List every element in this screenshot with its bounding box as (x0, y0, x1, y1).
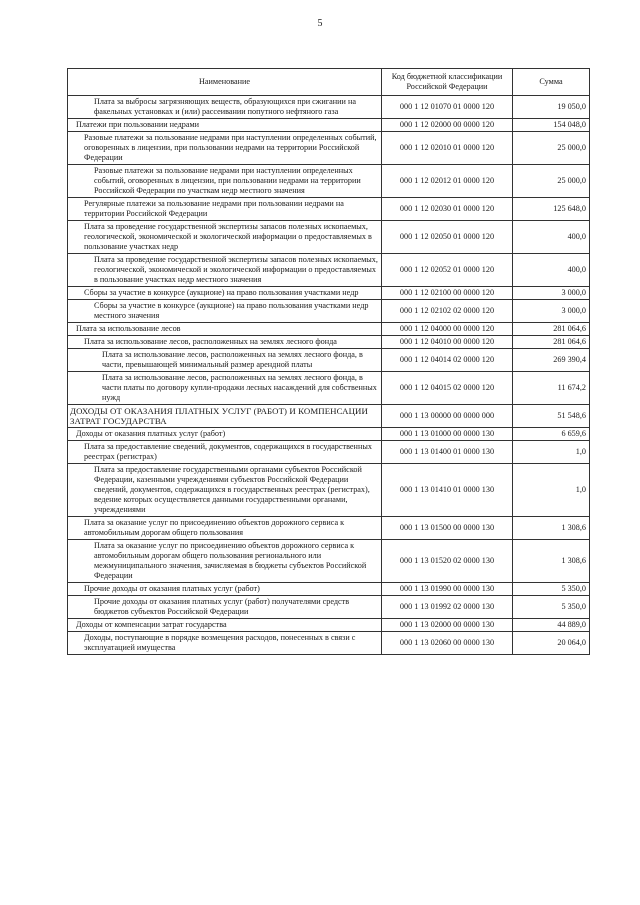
table-row (68, 405, 590, 428)
row-sum: 125 648,0 (513, 198, 590, 221)
budget-table (67, 68, 590, 655)
row-name: Прочие доходы от оказания платных услуг (работ) получателями средств бюджетов субъектов Российской Федерации (68, 596, 382, 619)
table-row (68, 464, 590, 517)
row-code: 000 1 13 02000 00 0000 130 (382, 619, 513, 632)
row-code: 000 1 12 02052 01 0000 120 (382, 254, 513, 287)
row-sum: 400,0 (513, 221, 590, 254)
row-code: 000 1 13 00000 00 0000 000 (382, 405, 513, 428)
row-name: Регулярные платежи за пользование недрами при пользовании недрами на территории Российской Федерации (68, 198, 382, 221)
row-sum: 1,0 (513, 441, 590, 464)
row-sum: 5 350,0 (513, 596, 590, 619)
row-sum: 400,0 (513, 254, 590, 287)
row-name: Разовые платежи за пользование недрами при наступлении определенных событий, оговоренных в лицензии, при пользовании недрами на территории Российской Федерации (68, 132, 382, 165)
row-code: 000 1 13 01520 02 0000 130 (382, 540, 513, 583)
table-row (68, 119, 590, 132)
row-name: Доходы от оказания платных услуг (работ) (68, 428, 382, 441)
row-code: 000 1 12 02010 01 0000 120 (382, 132, 513, 165)
table-row (68, 198, 590, 221)
table-row (68, 323, 590, 336)
row-sum: 5 350,0 (513, 583, 590, 596)
row-sum: 3 000,0 (513, 287, 590, 300)
row-name: Плата за использование лесов, расположенных на землях лесного фонда, в части платы по договору купли-продажи лесных насаждений для собственных нужд (68, 372, 382, 405)
row-code: 000 1 13 01400 01 0000 130 (382, 441, 513, 464)
table-row (68, 300, 590, 323)
row-code: 000 1 13 01500 00 0000 130 (382, 517, 513, 540)
row-sum: 281 064,6 (513, 336, 590, 349)
header-code: Код бюджетной классификации Российской Федерации (382, 69, 513, 96)
row-code: 000 1 12 01070 01 0000 120 (382, 96, 513, 119)
row-sum: 3 000,0 (513, 300, 590, 323)
row-code: 000 1 13 01992 02 0000 130 (382, 596, 513, 619)
table-row (68, 517, 590, 540)
table-row (68, 619, 590, 632)
row-name: Доходы, поступающие в порядке возмещения расходов, понесенных в связи с эксплуатацией имущества (68, 632, 382, 655)
table-row (68, 428, 590, 441)
page-number: 5 (317, 18, 323, 29)
table-row (68, 336, 590, 349)
row-sum: 1,0 (513, 464, 590, 517)
row-name: Плата за предоставление сведений, документов, содержащихся в государственных реестрах (регистрах) (68, 441, 382, 464)
row-name: Плата за проведение государственной экспертизы запасов полезных ископаемых, геологической, экономической и экологической информации о предоставляемых в пользование участках недр (68, 221, 382, 254)
row-name: Разовые платежи за пользование недрами при наступлении определенных событий, оговоренных в лицензии, при пользовании недрами на территории Российской Федерации по участкам недр местного значения (68, 165, 382, 198)
row-code: 000 1 12 02030 01 0000 120 (382, 198, 513, 221)
row-sum: 269 390,4 (513, 349, 590, 372)
table-row (68, 132, 590, 165)
row-code: 000 1 12 02102 02 0000 120 (382, 300, 513, 323)
header-name: Наименование (68, 69, 382, 96)
row-sum: 25 000,0 (513, 132, 590, 165)
row-code: 000 1 13 01990 00 0000 130 (382, 583, 513, 596)
row-name: Прочие доходы от оказания платных услуг (работ) (68, 583, 382, 596)
table-row (68, 583, 590, 596)
table-row (68, 596, 590, 619)
row-name: Плата за оказание услуг по присоединению объектов дорожного сервиса к автомобильным дорогам общего пользования (68, 517, 382, 540)
row-code: 000 1 12 04000 00 0000 120 (382, 323, 513, 336)
row-name: Плата за использование лесов, расположенных на землях лесного фонда, в части, превышающей минимальный размер арендной платы (68, 349, 382, 372)
header-sum: Сумма (513, 69, 590, 96)
table-row (68, 165, 590, 198)
row-code: 000 1 12 04010 00 0000 120 (382, 336, 513, 349)
row-name: Сборы за участие в конкурсе (аукционе) на право пользования участками недр местного значения (68, 300, 382, 323)
row-sum: 6 659,6 (513, 428, 590, 441)
row-name: Плата за проведение государственной экспертизы запасов полезных ископаемых, геологической, экономической и экологической информации о предоставляемых в пользование участках недр местного значения (68, 254, 382, 287)
row-name: Плата за оказание услуг по присоединению объектов дорожного сервиса к автомобильным дорогам общего пользования регионального или межмуниципального значения, зачисляемая в бюджеты субъектов Российской Федерации (68, 540, 382, 583)
row-name: Плата за выбросы загрязняющих веществ, образующихся при сжигании на факельных установках и (или) рассеивании попутного нефтяного газа (68, 96, 382, 119)
row-name: Плата за использование лесов, расположенных на землях лесного фонда (68, 336, 382, 349)
row-code: 000 1 12 02050 01 0000 120 (382, 221, 513, 254)
row-sum: 1 308,6 (513, 517, 590, 540)
row-sum: 154 048,0 (513, 119, 590, 132)
row-name: ДОХОДЫ ОТ ОКАЗАНИЯ ПЛАТНЫХ УСЛУГ (РАБОТ) И КОМПЕНСАЦИИ ЗАТРАТ ГОСУДАРСТВА (68, 405, 382, 428)
row-code: 000 1 12 04014 02 0000 120 (382, 349, 513, 372)
table-row (68, 349, 590, 372)
row-name: Плата за использование лесов (68, 323, 382, 336)
table-row (68, 254, 590, 287)
row-sum: 44 889,0 (513, 619, 590, 632)
table-row (68, 96, 590, 119)
row-code: 000 1 12 02100 00 0000 120 (382, 287, 513, 300)
row-name: Сборы за участие в конкурсе (аукционе) на право пользования участками недр (68, 287, 382, 300)
table-row (68, 540, 590, 583)
table-row (68, 441, 590, 464)
row-name: Плата за предоставление государственными органами субъектов Российской Федерации, казенными учреждениями субъектов Российской Федерации сведений, документов, содержащихся в государственных реестрах (регистрах), ведение которых осуществляется данными государственными органами, учреждениями (68, 464, 382, 517)
table-row (68, 632, 590, 655)
table-row (68, 221, 590, 254)
table-row (68, 287, 590, 300)
row-sum: 19 050,0 (513, 96, 590, 119)
row-sum: 25 000,0 (513, 165, 590, 198)
row-sum: 1 308,6 (513, 540, 590, 583)
table-header-row (68, 69, 590, 96)
row-name: Доходы от компенсации затрат государства (68, 619, 382, 632)
row-code: 000 1 12 04015 02 0000 120 (382, 372, 513, 405)
row-code: 000 1 12 02000 00 0000 120 (382, 119, 513, 132)
row-sum: 20 064,0 (513, 632, 590, 655)
row-code: 000 1 13 01000 00 0000 130 (382, 428, 513, 441)
row-code: 000 1 12 02012 01 0000 120 (382, 165, 513, 198)
row-sum: 51 548,6 (513, 405, 590, 428)
row-name: Платежи при пользовании недрами (68, 119, 382, 132)
row-code: 000 1 13 02060 00 0000 130 (382, 632, 513, 655)
table-row (68, 372, 590, 405)
row-sum: 281 064,6 (513, 323, 590, 336)
row-code: 000 1 13 01410 01 0000 130 (382, 464, 513, 517)
row-sum: 11 674,2 (513, 372, 590, 405)
